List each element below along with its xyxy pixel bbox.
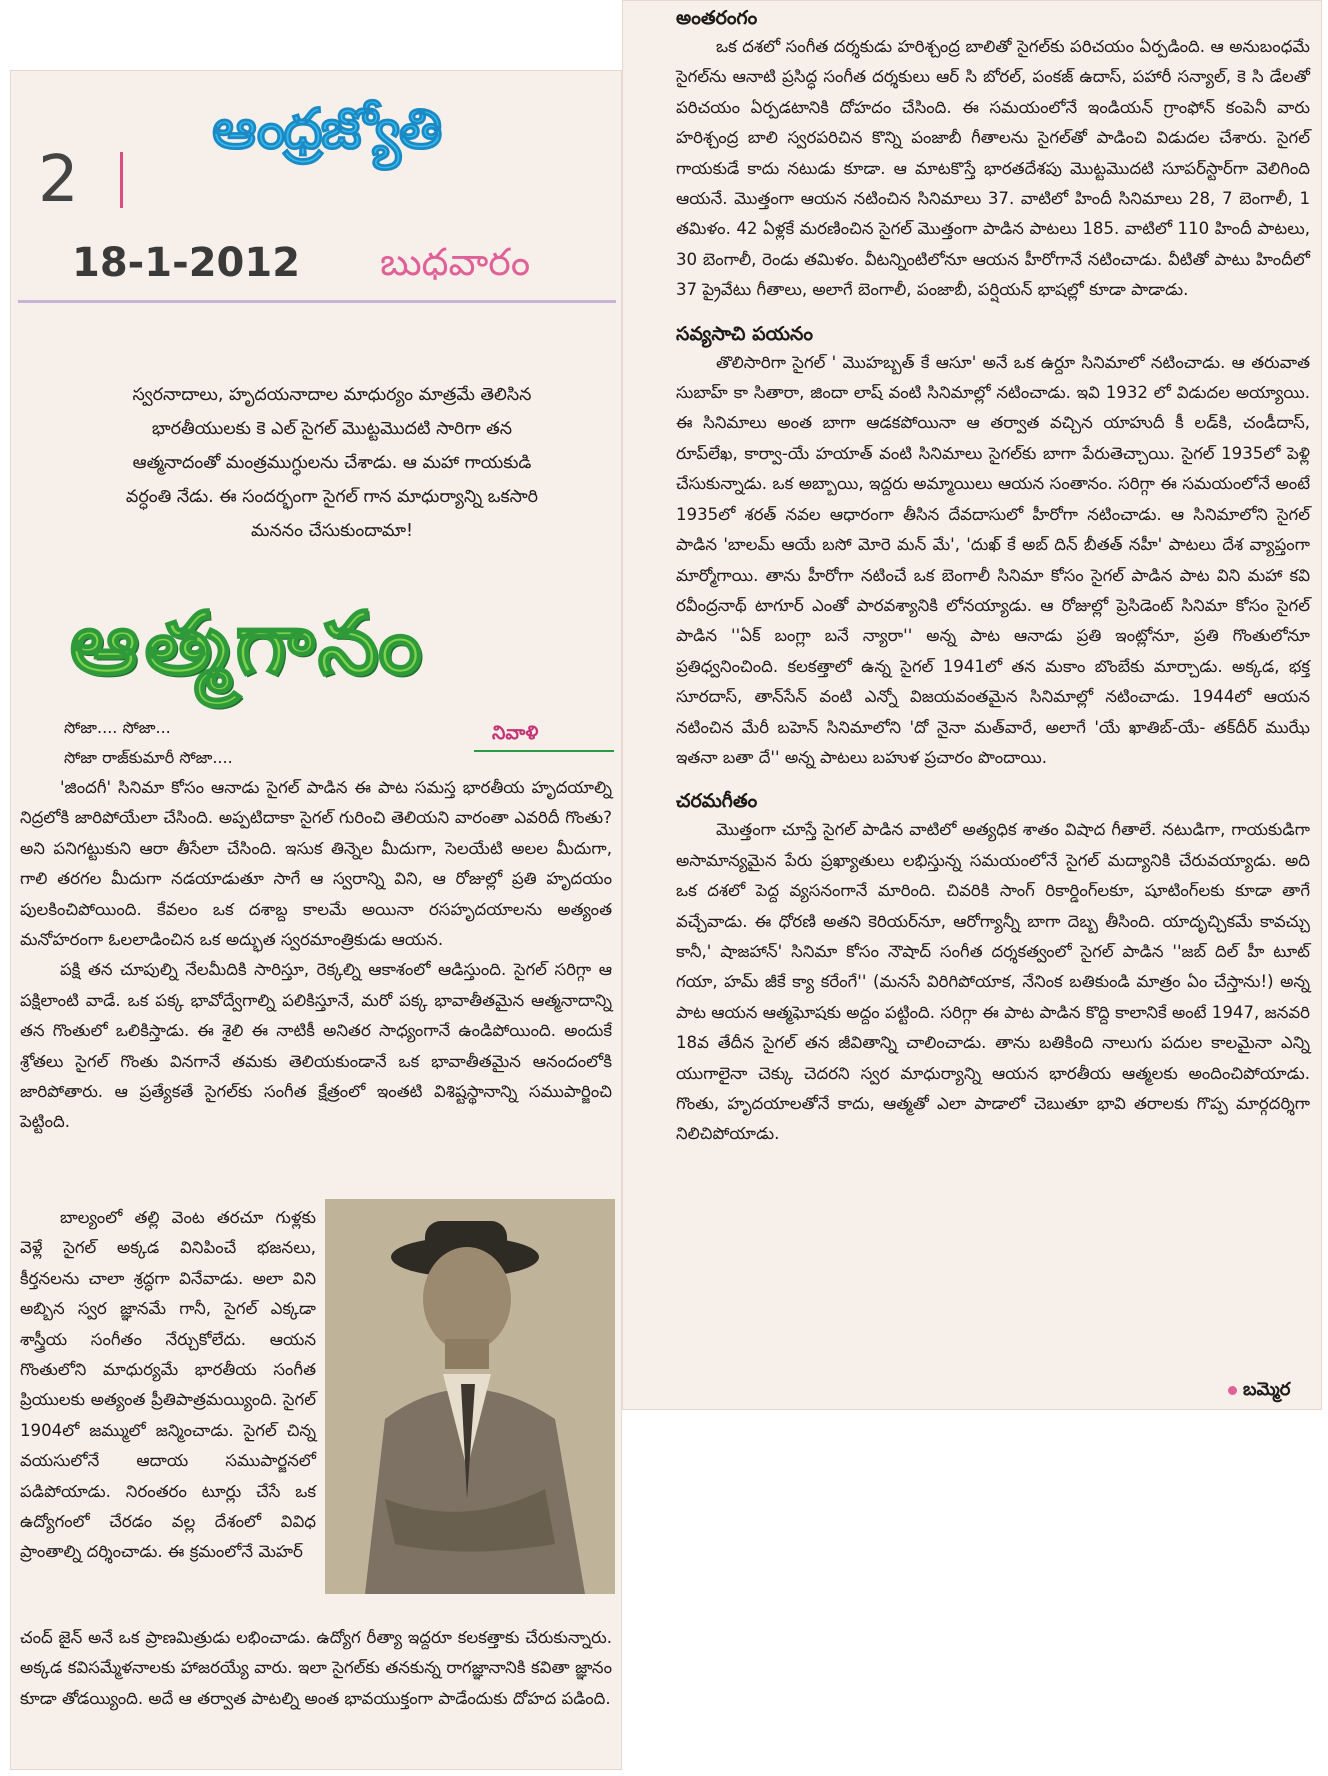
- right-article-body: [676, 4, 1310, 1150]
- portrait-photo-icon: [325, 1199, 615, 1594]
- intro-line: వర్ధంతి నేడు. ఈ సందర్భంగా సైగల్ గాన మాధుర్యాన్ని ఒకసారి: [125, 487, 539, 507]
- issue-weekday: బుధవారం: [380, 240, 531, 284]
- byline: [1228, 1379, 1290, 1404]
- article-title: ఆత్మగానం: [70, 594, 429, 694]
- intro-blurb: [52, 378, 612, 548]
- issue-date: 18-1-2012: [72, 240, 301, 286]
- intro-line: మననం చేసుకుందామా!: [250, 521, 414, 541]
- page-number: 2: [38, 143, 79, 217]
- intro-line: ఆత్మనాదంతో మంత్రముగ్ధులను చేశాడు. ఆ మహా గాయకుడి: [132, 453, 532, 473]
- article-paragraph: బాల్యంలో తల్లి వెంట తరచూ గుళ్లకు వెళ్లే సైగల్ అక్కడ వినిపించే భజనలు, కీర్తనలను చాలా శ్రద్ధగా వినేవాడు. అలా విని అబ్బిన స్వర జ్ఞానమే గానీ, సైగల్ ఎక్కడా శాస్త్రీయ సంగీతం నేర్చుకోలేదు. ఆయన గొంతులోని మాధుర్యమే భారతీయ సంగీత ప్రియులకు అత్యంత ప్రీతిపాత్రమయ్యింది. సైగల్ 1904లో జమ్ములో జన్మించాడు. సైగల్ చిన్న వయసులోనే ఆదాయ సముపార్జనలో పడిపోయాడు. నిరంతరం టూర్లు చేసే ఒక ఉద్యోగంలో చేరడం వల్ల దేశంలో వివిధ ప్రాంతాల్ని దర్శించాడు. ఈ క్రమంలోనే మెహర్: [20, 1208, 316, 1562]
- masthead-rule: [18, 300, 616, 303]
- article-paragraph: 'జిందగీ' సినిమా కోసం ఆనాడు సైగల్ పాడిన ఈ పాట సమస్త భారతీయ హృదయాల్ని నిద్రలోకి జారిపోయేలా చేసింది. అప్పటిదాకా సైగల్ గురించి తెలియని వారంతా ఎవరిదీ గొంతు? అని పనిగట్టుకుని ఆరా తీసేలా చేసింది. ఇసుక తిన్నెల మీదుగా, సెలయేటి అలల మీదుగా, గాలి తరగల మీదుగా నడయాడుతూ సాగే ఆ స్వరాన్ని విని, ఆ రోజుల్లో ప్రతి హృదయం పులకించిపోయింది. కేవలం ఒక దశాబ్ద కాలమే అయినా రసహృదయాలను అత్యంత మనోహరంగా ఓలలాడించిన ఒక అద్భుత స్వరమాంత్రికుడు ఆయన.: [20, 778, 612, 950]
- left-article-body: [20, 773, 612, 1138]
- section-heading: చరమగీతం: [676, 790, 758, 813]
- newspaper-logo: ఆంధ్రజ్యోతి: [212, 97, 441, 162]
- article-paragraph: చంద్ జైన్ అనే ఒక ప్రాణమిత్రుడు లభించాడు. ఉద్యోగ రీత్యా ఇద్దరూ కలకత్తాకు చేరుకున్నారు. అక్కడ కవిసమ్మేళనాలకు హాజరయ్యే వారు. ఇలా సైగల్‌కు తనకున్న రాగజ్ఞానానికి కవితా జ్ఞానం కూడా తోడయ్యింది. అదే ఆ తర్వాత పాటల్ని అంత భావయుక్తంగా పాడేందుకు దోహద పడింది.: [20, 1628, 612, 1708]
- intro-line: స్వరనాదాలు, హృదయనాదాల మాధుర్యం మాత్రమే తెలిసిన: [132, 385, 532, 405]
- section-heading: అంతరంగం: [676, 7, 758, 29]
- article-paragraph: తొలిసారిగా సైగల్ ' మొహబ్బత్ కే ఆసూ' అనే ఒక ఉర్దూ సినిమాలో నటించాడు. ఆ తరువాత సుబాహ్ కా సితారా, జిందా లాష్ వంటి సినిమాల్లో నటించాడు. ఇవి 1932 లో విడుదల అయ్యాయి. ఈ సినిమాలు అంత బాగా ఆడకపోయినా ఆ తర్వాత వచ్చిన యాహుదీ కీ లడ్‌కి, చండీదాస్, రూప్‌లేఖ, కార్వా-యే హయాత్ వంటి సినిమాలు సైగల్‌కు బాగా పేరుతెచ్చాయి. సైగల్ 1935లో పెళ్లి చేసుకున్నాడు. ఒక అబ్బాయి, ఇద్దరు అమ్మాయిలు ఆయన సంతానం. సరిగ్గా ఈ సమయంలోనే అంటే 1935లో శరత్ నవల ఆధారంగా తీసిన దేవదాసులో హీరోగా నటించాడు. ఆ సినిమాలోని సైగల్ పాడిన 'బాలమ్ ఆయే బసో మోరె మన్ మే', 'దుఖ్ కే అబ్ దిన్ బీతత్ నహీ' పాటలు దేశ వ్యాప్తంగా మార్మోగాయి. తాను హీరోగా నటించే ఒక బెంగాలీ సినిమా కోసం సైగల్ పాడిన పాట విని మహా కవి రవీంద్రనాథ్ టాగూర్ ఎంతో పారవశ్యానికి లోనయ్యాడు. ఆ రోజుల్లో ప్రెసిడెంట్ సినిమా కోసం సైగల్ పాడిన ''ఏక్ బంగ్లా బనే న్యారా'' అన్న పాట ఆనాడు ప్రతి ఇంట్లోనూ, ప్రతి గొంతులోనూ ప్రతిధ్వనించింది. కలకత్తాలో ఉన్న సైగల్ 1941లో తన మకాం బొంబేకు మార్చాడు. అక్కడ, భక్త సూరదాస్, తాన్‌సేన్ వంటి ఎన్నో విజయవంతమైన సినిమాల్లో నటించాడు. 1944లో ఆయన నటించిన మేరీ బహెన్ సినిమాలోని 'దో నైనా మత్‌వారే, అలాగే 'యే ఖాతిబ్-యే- తక్‌దీర్ ముఝే ఇతనా బతా దే'' అన్న పాటలు బహుళ ప్రచారం పొందాయి.: [676, 352, 1310, 767]
- intro-line: భారతీయులకు కె ఎల్ సైగల్ మొట్టమొదటి సారిగా తన: [151, 419, 513, 439]
- author-tag: నివాళి: [492, 722, 539, 744]
- poem-line: సోజా రాజ్‌కుమారీ సోజా....: [64, 748, 233, 767]
- left-bottom-body: [20, 1623, 612, 1714]
- article-paragraph: పక్షి తన చూపుల్ని నేలమీదికి సారిస్తూ, రెక్కల్ని ఆకాశంలో ఆడిస్తుంది. సైగల్ సరిగ్గా ఆ పక్షిలాంటి వాడే. ఒక పక్క భావోద్వేగాల్ని పలికిస్తూనే, మరో పక్క భావాతీతమైన ఆత్మనాదాన్ని తన గొంతులో ఒలికిస్తాడు. ఈ శైలి ఈ నాటికీ అనితర సాధ్యంగానే ఉండిపోయింది. అందుకే శ్రోతలు సైగల్ గొంతు వినగానే తమకు తెలియకుండానే ఒక భావాతీతమైన ఆనందంలోకి జారిపోతారు. ఆ ప్రత్యేకతే సైగల్‌కు సంగీత క్షేత్రంలో ఇంతటి విశిష్టస్థానాన్ని సముపార్జించి పెట్టింది.: [20, 960, 612, 1132]
- section-heading: సవ్యసాచి పయనం: [676, 322, 814, 345]
- article-paragraph: ఒక దశలో సంగీత దర్శకుడు హరిశ్చంద్ర బాలితో సైగల్‌కు పరిచయం ఏర్పడింది. ఆ అనుబంధమే సైగల్‌ను ఆనాటి ప్రసిద్ధ సంగీత దర్శకులు ఆర్ సి బోరల్, పంకజ్ ఉదాస్, పహారీ సన్యాల్, కె సి డేలతో పరిచయం ఏర్పడటానికి దోహదం చేసింది. ఈ సమయంలోనే ఇండియన్ గ్రాంఫోన్ కంపెనీ వారు హరిశ్చంద్ర బాలి స్వరపరిచిన కొన్ని పంజాబీ గీతాలను సైగల్‌తో పాడించి విడుదల చేశారు. సైగల్ గాయకుడే కాదు నటుడు కూడా. ఆ మాటకొస్తే భారతదేశపు మొట్టమొదటి సూపర్‌స్టార్‌గా వెలిగింది ఆయనే. మొత్తంగా ఆయన నటించిన సినిమాలు 37. వాటిలో హిందీ సినిమాలు 28, 7 బెంగాలీ, 1 తమిళం. 42 ఏళ్లకే మరణించిన సైగల్ మొత్తంగా పాడిన పాటలు 185. వాటిలో 110 హిందీ పాటలు, 30 బెంగాలీ, రెండు తమిళం. వీటన్నింటిలోనూ ఆయన హీరోగానే నటించాడు. వీటితో పాటు హిందీలో 37 ప్రైవేటు గీతాలు, అలాగే బెంగాలీ, పంజాబీ, పర్షియన్ భాషల్లో కూడా పాడాడు.: [676, 37, 1310, 300]
- author-underline: [474, 750, 614, 752]
- byline-name: బమ్మెర: [1243, 1379, 1291, 1400]
- left-narrow-body: [20, 1203, 316, 1568]
- masthead-divider: [120, 152, 123, 208]
- poem-line: సోజా.... సోజా...: [64, 718, 171, 737]
- article-paragraph: మొత్తంగా చూస్తే సైగల్ పాడిన వాటిలో అత్యధిక శాతం విషాద గీతాలే. నటుడిగా, గాయకుడిగా అసామాన్యమైన పేరు ప్రఖ్యాతులు లభిస్తున్న సమయంలోనే సైగల్ మద్యానికి చేరువయ్యాడు. అది ఒక దశలో పెద్ద వ్యసనంగానే మారింది. చివరికి సాంగ్ రికార్డింగ్‌లకూ, షూటింగ్‌లకు కూడా తాగే వచ్చేవాడు. ఈ ధోరణి అతని కెరియర్‌నూ, ఆరోగ్యాన్నీ బాగా దెబ్బ తీసింది. యాదృచ్చికమే కావచ్చు కానీ,' షాజహాన్' సినిమా కోసం నౌషాద్ సంగీత దర్శకత్వంలో సైగల్ పాడిన ''జబ్ దిల్ హీ టూట్ గయా, హమ్ జీకే క్యా కరేంగే'' (మనసే విరిగిపోయాక, నేనింక బతికుండి మాత్రం ఏం చేస్తాను!) అన్న పాట ఆయన ఆత్మఘోషకు అద్దం పట్టింది. సరిగ్గా ఈ పాట పాడిన కొద్ది కాలానికే అంటే 1947, జనవరి 18వ తేదీన సైగల్ తన జీవితాన్ని చాలించాడు. తాను బతికింది నాలుగు పదుల కాలమైనా ఎన్ని యుగాలైనా చెక్కు చెదరని స్వర మాధుర్యాన్ని ఆయన భారతీయ ఆత్మలకు అందించిపోయాడు. గొంతు, హృదయాలతోనే కాదు, ఆత్మతో ఎలా పాడాలో చెబుతూ భావి తరాలకు గొప్ప మార్గదర్శిగా నిలిచిపోయాడు.: [676, 820, 1310, 1144]
- portrait-photo: [325, 1199, 615, 1594]
- bullet-icon: [1228, 1386, 1237, 1395]
